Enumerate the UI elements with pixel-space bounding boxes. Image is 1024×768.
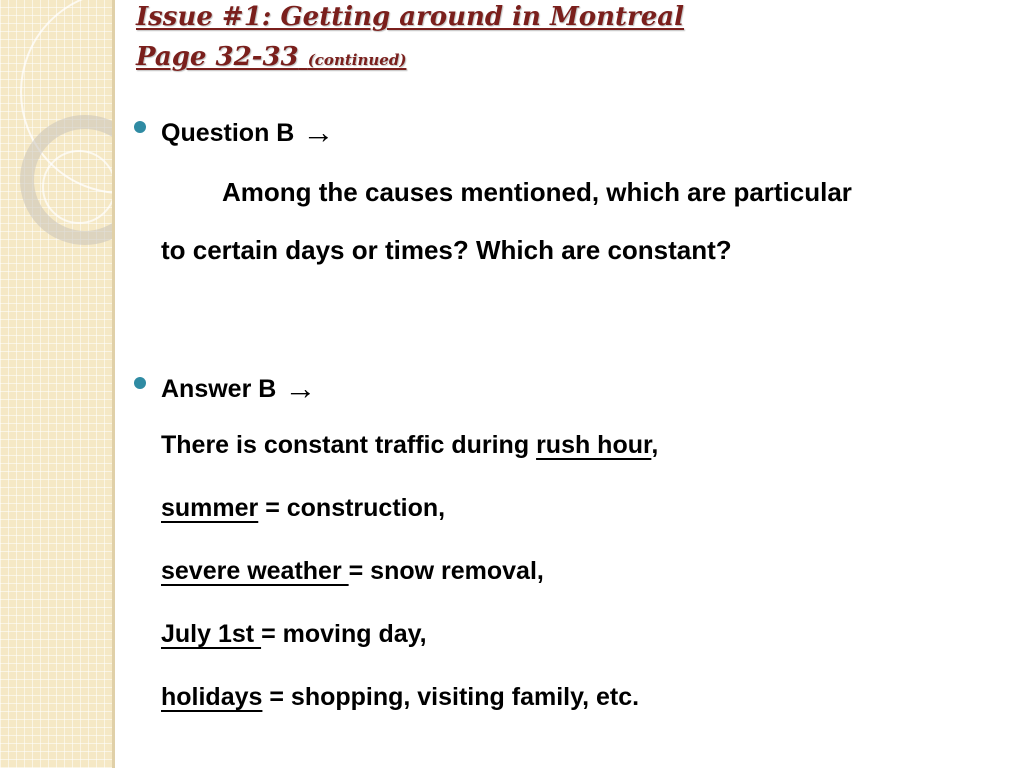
sidebar-divider: [112, 0, 115, 768]
answer-line: [161, 431, 658, 460]
answer-term: severe weather: [161, 557, 349, 585]
right-arrow-icon: →: [284, 370, 317, 406]
answer-label: [161, 370, 316, 407]
title-page-range: Page 32-33: [136, 42, 299, 72]
answer-label-text: Answer B: [161, 375, 277, 403]
answer-line-rest: = moving day,: [261, 620, 427, 648]
answer-line: [161, 620, 427, 649]
question-text-line-2: to certain days or times? Which are constant?: [161, 235, 732, 265]
answer-line: [161, 557, 544, 586]
answer-line-prefix: There is constant traffic during: [161, 431, 537, 459]
answer-line-rest: = snow removal,: [348, 557, 544, 585]
title-line-1: Issue #1: Getting around in Montreal: [136, 2, 684, 32]
answer-line-rest: = shopping, visiting family, etc.: [262, 683, 640, 711]
answer-term: rush hour: [536, 431, 652, 459]
decorative-sidebar: [0, 0, 114, 768]
answer-term: July 1st: [161, 620, 262, 648]
question-label: [161, 114, 334, 151]
right-arrow-icon: →: [302, 114, 335, 150]
question-label-text: Question B: [161, 119, 295, 147]
bullet-icon: [134, 121, 146, 133]
answer-line-rest: ,: [651, 431, 659, 459]
answer-line: [161, 494, 445, 523]
answer-term: summer: [161, 494, 259, 522]
answer-term: holidays: [161, 683, 263, 711]
answer-line: [161, 683, 639, 712]
answer-line-rest: = construction,: [258, 494, 446, 522]
title-line-2: [136, 42, 406, 72]
decorative-ring: [42, 150, 114, 224]
title-continued: (continued): [307, 51, 407, 69]
question-text-line-1: Among the causes mentioned, which are particular: [222, 177, 852, 207]
bullet-icon: [134, 377, 146, 389]
